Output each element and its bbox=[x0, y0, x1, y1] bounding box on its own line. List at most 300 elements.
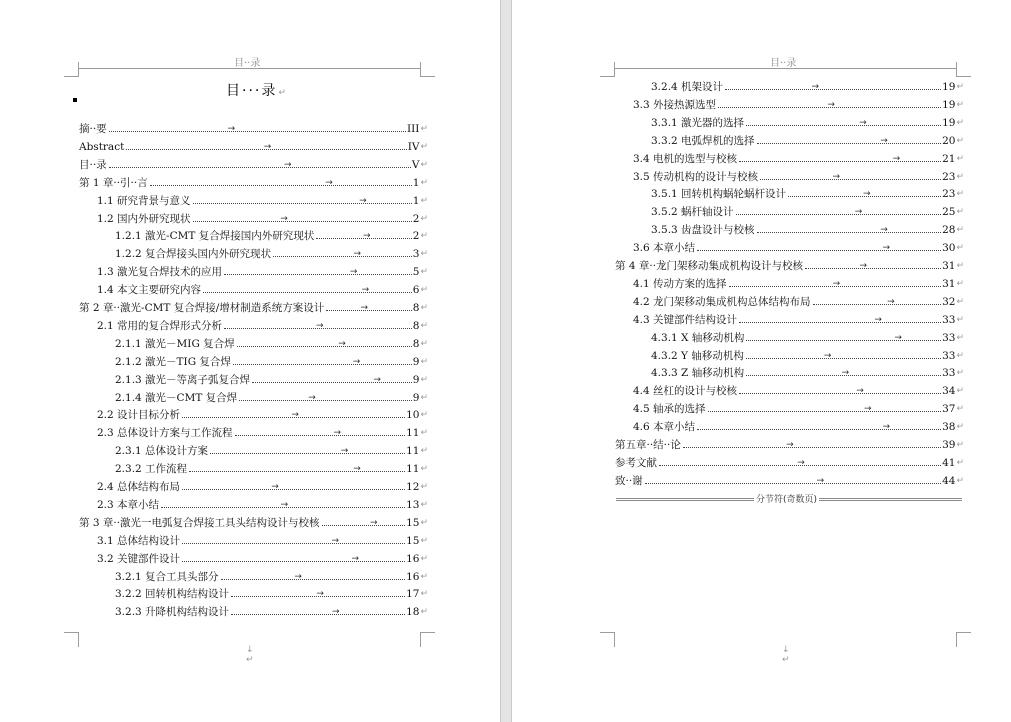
toc-entry[interactable] bbox=[97, 192, 428, 208]
tab-mark: → bbox=[373, 374, 381, 385]
tab-mark: → bbox=[864, 404, 872, 415]
paragraph-mark: ↵ bbox=[956, 296, 964, 307]
paragraph-mark: ↵ bbox=[420, 392, 428, 403]
toc-leader-dots bbox=[233, 356, 412, 367]
page-gap bbox=[500, 0, 512, 722]
paragraph-mark: ↵ bbox=[420, 141, 428, 152]
toc-leader-dots bbox=[273, 249, 412, 260]
toc-entry-page: 30 bbox=[942, 242, 956, 255]
toc-entry-title: 2.2 设计目标分析 bbox=[97, 409, 181, 422]
tab-mark: → bbox=[797, 457, 805, 468]
toc-leader-dots bbox=[150, 177, 412, 188]
toc-entry[interactable] bbox=[97, 532, 428, 548]
tab-mark: → bbox=[283, 159, 292, 170]
toc-entry[interactable] bbox=[79, 138, 428, 154]
paragraph-mark: ↵ bbox=[420, 303, 428, 313]
toc-leader-dots bbox=[239, 392, 412, 403]
toc-entry-page: 33 bbox=[942, 349, 956, 362]
tab-mark: → bbox=[280, 499, 289, 510]
toc-entry-page: 34 bbox=[942, 385, 956, 398]
toc-entry[interactable] bbox=[79, 514, 428, 530]
tab-mark: → bbox=[227, 124, 236, 134]
toc-entry-page: 8 bbox=[412, 337, 420, 350]
toc-entry-page: 10 bbox=[406, 409, 420, 422]
section-break bbox=[616, 493, 962, 505]
toc-entry-title: 1.2 国内外研究现状 bbox=[97, 212, 191, 225]
toc-entry-page: 6 bbox=[412, 284, 420, 297]
tab-mark: → bbox=[363, 231, 371, 242]
tab-mark: → bbox=[811, 82, 820, 92]
toc-entry[interactable] bbox=[115, 227, 428, 243]
toc-entry-page: 19 bbox=[942, 98, 956, 111]
toc-entry[interactable] bbox=[651, 347, 964, 363]
toc-entry-page: 13 bbox=[406, 498, 420, 511]
toc-entry[interactable] bbox=[115, 568, 428, 584]
toc-entry[interactable] bbox=[97, 263, 428, 279]
toc-leader-dots bbox=[760, 171, 941, 182]
toc-entry[interactable] bbox=[633, 418, 964, 434]
toc-entry[interactable] bbox=[97, 478, 428, 494]
toc-entry-title: 3.5.2 蜗杆轴设计 bbox=[651, 206, 734, 219]
toc-entry[interactable] bbox=[115, 442, 428, 458]
toc-entry[interactable] bbox=[651, 132, 964, 148]
toc-entry-title: 4.6 本章小结 bbox=[633, 421, 696, 434]
toc-entry-title: 3.3.1 激光器的选择 bbox=[651, 116, 745, 129]
tab-mark: → bbox=[863, 189, 871, 200]
paragraph-mark: ↵ bbox=[956, 99, 964, 110]
paragraph-mark: ↵ bbox=[420, 482, 428, 492]
tab-mark: → bbox=[827, 99, 835, 110]
toc-entry-page: 5 bbox=[412, 266, 420, 279]
toc-entry[interactable] bbox=[115, 603, 428, 619]
tab-mark: → bbox=[325, 177, 333, 188]
toc-entry-title: 4.1 传动方案的选择 bbox=[633, 277, 727, 290]
crop-mark-bottom-left bbox=[600, 632, 615, 647]
paragraph-mark: ↵ bbox=[956, 225, 964, 236]
toc-entry[interactable] bbox=[651, 364, 964, 380]
toc-leader-dots bbox=[193, 213, 412, 224]
toc-entry-title: 2.3 总体设计方案与工作流程 bbox=[97, 427, 233, 440]
toc-entry[interactable] bbox=[615, 257, 964, 273]
toc-entry[interactable] bbox=[615, 454, 964, 470]
toc-leader-dots bbox=[697, 243, 941, 254]
toc-entry-page: 19 bbox=[942, 81, 956, 93]
toc-leader-dots bbox=[746, 350, 941, 361]
paragraph-mark: ↵ bbox=[956, 314, 964, 325]
toc-entry[interactable] bbox=[115, 335, 428, 351]
toc-leader-dots bbox=[746, 332, 941, 343]
toc-entry-page: 9 bbox=[412, 373, 420, 386]
tab-mark: → bbox=[263, 141, 272, 152]
toc-leader-dots bbox=[109, 124, 406, 134]
toc-entry-title: 3.5.3 齿盘设计与校核 bbox=[651, 224, 755, 237]
toc-entry-title: 3.3 外接热源选型 bbox=[633, 98, 717, 111]
toc-entry[interactable] bbox=[97, 550, 428, 566]
paragraph-mark: ↵ bbox=[420, 410, 428, 421]
paragraph-mark: ↵ bbox=[956, 404, 964, 415]
toc-entry-page: 32 bbox=[942, 295, 956, 308]
toc-leader-dots bbox=[739, 153, 941, 164]
toc-entry-title: 4.2 龙门架移动集成机构总体结构布局 bbox=[633, 295, 811, 308]
tab-mark: → bbox=[832, 278, 841, 289]
toc-entry[interactable] bbox=[651, 78, 964, 94]
toc-leader-dots bbox=[683, 440, 941, 450]
toc-title: 目···录↵ bbox=[226, 83, 288, 99]
toc-entry-title: 第 1 章··引··言 bbox=[79, 176, 148, 189]
tab-mark: → bbox=[859, 261, 867, 271]
tab-mark: → bbox=[340, 446, 349, 457]
toc-entry[interactable] bbox=[115, 245, 428, 261]
toc-leader-dots bbox=[161, 499, 405, 510]
crop-mark-bottom-right bbox=[420, 632, 435, 647]
toc-entry-title: 2.1 常用的复合焊形式分析 bbox=[97, 319, 223, 332]
toc-entry-page: 31 bbox=[942, 277, 956, 290]
paragraph-mark: ↵ bbox=[420, 374, 428, 385]
toc-entry-title: Abstract bbox=[79, 140, 125, 153]
toc-entry-title: 摘··要 bbox=[79, 123, 107, 135]
toc-entry-title: 4.3 关键部件结构设计 bbox=[633, 313, 738, 326]
toc-entry-title: 2.1.3 激光－等离子弧复合焊 bbox=[115, 373, 251, 386]
paragraph-mark: ↵ bbox=[420, 338, 428, 349]
toc-leader-dots bbox=[182, 535, 405, 546]
toc-entry[interactable] bbox=[651, 203, 964, 219]
toc-leader-dots bbox=[708, 404, 942, 415]
toc-entry-page: 11 bbox=[406, 427, 420, 440]
toc-leader-dots bbox=[757, 135, 942, 146]
tab-mark: → bbox=[349, 267, 358, 278]
paragraph-mark: ↵ bbox=[420, 571, 428, 582]
toc-leader-dots bbox=[224, 267, 412, 278]
toc-entry-title: 3.5.1 回转机构蜗轮蜗杆设计 bbox=[651, 188, 787, 201]
toc-entry[interactable] bbox=[115, 585, 428, 601]
crop-mark-bottom-right bbox=[956, 632, 971, 647]
toc-entry-page: 1 bbox=[412, 176, 420, 189]
toc-entry[interactable] bbox=[651, 185, 964, 201]
toc-entry[interactable] bbox=[115, 389, 428, 405]
toc-entry-title: 第 3 章··激光一电弧复合焊接工具头结构设计与校核 bbox=[79, 516, 320, 529]
paragraph-mark: ↵ bbox=[956, 207, 964, 218]
bullet-mark bbox=[73, 98, 77, 102]
toc-leader-dots bbox=[322, 517, 406, 528]
toc-entry-page: 33 bbox=[942, 367, 956, 380]
toc-entry[interactable] bbox=[633, 168, 964, 184]
toc-entry-title: 3.2.2 回转机构结构设计 bbox=[115, 588, 230, 601]
header-line bbox=[614, 68, 956, 69]
tab-mark: → bbox=[331, 535, 340, 546]
tab-mark: → bbox=[353, 464, 361, 475]
toc-entry-title: 目··录 bbox=[79, 158, 107, 171]
toc-leader-dots bbox=[193, 195, 412, 206]
toc-entry-title: 4.5 轴承的选择 bbox=[633, 403, 706, 416]
toc-leader-dots bbox=[221, 571, 406, 582]
toc-entry-page: 28 bbox=[942, 224, 956, 237]
paragraph-mark: ↵ bbox=[420, 159, 428, 170]
toc-leader-dots bbox=[231, 589, 405, 600]
tab-mark: → bbox=[887, 296, 895, 307]
paragraph-mark: ↵ bbox=[956, 475, 964, 486]
header-text: 目··录 bbox=[770, 58, 797, 69]
toc-entry-page: 18 bbox=[406, 606, 420, 619]
toc-entry[interactable] bbox=[633, 239, 964, 255]
paragraph-mark: ↵ bbox=[956, 153, 964, 164]
toc-entry-page: 31 bbox=[942, 260, 956, 272]
paragraph-mark: ↵ bbox=[420, 446, 428, 457]
toc-entry-page: 8 bbox=[412, 302, 420, 314]
toc-entry[interactable] bbox=[651, 114, 964, 130]
toc-entry-page: 2 bbox=[412, 212, 420, 225]
paragraph-mark: ↵ bbox=[420, 267, 428, 278]
tab-mark: → bbox=[880, 135, 888, 146]
toc-leader-dots bbox=[109, 159, 411, 170]
paragraph-mark: ↵ bbox=[956, 422, 964, 433]
tab-mark: → bbox=[854, 207, 863, 218]
toc-entry-title: 2.1.4 激光－CMT 复合焊 bbox=[115, 391, 238, 404]
paragraph-mark: ↵ bbox=[420, 464, 428, 475]
tab-mark: → bbox=[353, 249, 362, 260]
toc-entry[interactable] bbox=[97, 281, 428, 297]
tab-mark: → bbox=[841, 368, 850, 379]
toc-entry[interactable] bbox=[79, 174, 428, 190]
tab-mark: → bbox=[359, 195, 367, 206]
toc-entry-title: 3.2.1 复合工具头部分 bbox=[115, 570, 219, 583]
tab-mark: → bbox=[352, 356, 361, 367]
paragraph-mark: ↵ bbox=[420, 517, 428, 528]
toc-entry[interactable] bbox=[97, 210, 428, 226]
toc-entry-title: 4.3.1 X 轴移动机构 bbox=[651, 331, 745, 344]
toc-leader-dots bbox=[645, 475, 941, 486]
toc-entry-title: 1.3 激光复合焊技术的应用 bbox=[97, 266, 223, 279]
toc-entry-title: 3.6 本章小结 bbox=[633, 242, 696, 255]
toc-entry-title: 3.5 传动机构的设计与校核 bbox=[633, 170, 759, 183]
paragraph-mark: ↵ bbox=[420, 320, 428, 331]
toc-entry-page: 17 bbox=[406, 588, 420, 601]
paragraph-mark: ↵ bbox=[420, 499, 428, 510]
tab-mark: → bbox=[856, 386, 864, 397]
paragraph-mark: ↵ bbox=[420, 428, 428, 439]
toc-entry-title: 1.2.2 复合焊接头国内外研究现状 bbox=[115, 248, 272, 261]
toc-entry[interactable] bbox=[79, 156, 428, 172]
toc-entry[interactable] bbox=[97, 496, 428, 512]
toc-entry-page: 16 bbox=[406, 552, 420, 565]
tab-mark: → bbox=[280, 213, 288, 224]
toc-entry[interactable] bbox=[97, 406, 428, 422]
crop-mark-top-right bbox=[956, 62, 971, 77]
tab-mark: → bbox=[880, 225, 888, 236]
tab-mark: → bbox=[351, 553, 360, 564]
toc-leader-dots bbox=[739, 386, 941, 397]
toc-leader-dots bbox=[182, 410, 405, 421]
toc-entry-title: 4.3.2 Y 轴移动机构 bbox=[651, 349, 744, 362]
toc-entry[interactable] bbox=[633, 150, 964, 166]
toc-entry[interactable] bbox=[651, 221, 964, 237]
tab-mark: → bbox=[271, 482, 279, 492]
toc-entry-page: V bbox=[411, 158, 420, 171]
tab-mark: → bbox=[816, 475, 825, 486]
tab-mark: → bbox=[360, 303, 368, 313]
tab-mark: → bbox=[369, 517, 378, 528]
toc-leader-dots bbox=[126, 141, 406, 152]
toc-entry-page: 20 bbox=[942, 134, 956, 147]
toc-entry-page: 11 bbox=[406, 463, 420, 476]
toc-entry[interactable] bbox=[615, 472, 964, 488]
toc-entry-title: 2.3 本章小结 bbox=[97, 498, 160, 511]
toc-entry-page: 23 bbox=[942, 170, 956, 183]
paragraph-mark: ↵ bbox=[420, 124, 428, 134]
toc-entry-page: 44 bbox=[942, 474, 956, 487]
footer-marks: ↓ ↵ bbox=[246, 645, 254, 665]
document-page-left bbox=[0, 0, 500, 722]
toc-entry-page: 33 bbox=[942, 331, 956, 344]
crop-mark-top-left bbox=[600, 62, 615, 77]
paragraph-mark: ↵ bbox=[956, 117, 964, 128]
paragraph-mark: ↵ bbox=[420, 213, 428, 224]
toc-entry[interactable] bbox=[115, 460, 428, 476]
toc-entry-title: 3.2 关键部件设计 bbox=[97, 552, 181, 565]
toc-entry-page: 8 bbox=[412, 319, 420, 332]
toc-entry-title: 1.2.1 激光-CMT 复合焊接国内外研究现状 bbox=[115, 230, 315, 243]
tab-mark: → bbox=[294, 571, 302, 582]
toc-leader-dots bbox=[729, 278, 942, 289]
section-break-label: 分节符(奇数页) bbox=[754, 492, 819, 505]
paragraph-mark: ↵ bbox=[420, 553, 428, 564]
tab-mark: → bbox=[361, 285, 370, 296]
toc-entry[interactable] bbox=[633, 382, 964, 398]
document-page-right bbox=[512, 0, 1011, 722]
toc-entry[interactable] bbox=[79, 299, 428, 315]
toc-entry[interactable] bbox=[115, 371, 428, 387]
toc-entry[interactable] bbox=[79, 120, 428, 136]
toc-entry-title: 3.4 电机的选型与校核 bbox=[633, 152, 738, 165]
toc-leader-dots bbox=[316, 231, 412, 242]
toc-entry-page: 11 bbox=[406, 445, 420, 458]
tab-mark: → bbox=[316, 589, 324, 600]
toc-entry-page: 2 bbox=[412, 230, 420, 243]
toc-entry-title: 致··谢 bbox=[615, 474, 643, 487]
toc-entry-page: 9 bbox=[412, 355, 420, 368]
paragraph-mark: ↵ bbox=[956, 368, 964, 379]
toc-leader-dots bbox=[725, 82, 941, 92]
paragraph-mark: ↵ bbox=[956, 386, 964, 397]
toc-entry-page: 19 bbox=[942, 116, 956, 129]
toc-leader-dots bbox=[757, 225, 942, 236]
paragraph-mark: ↵ bbox=[420, 249, 428, 260]
toc-leader-dots bbox=[237, 338, 412, 349]
toc-entry-title: 第五章··结··论 bbox=[615, 439, 681, 451]
paragraph-mark: ↵ bbox=[420, 535, 428, 546]
toc-leader-dots bbox=[788, 189, 941, 200]
toc-entry-page: 25 bbox=[942, 206, 956, 219]
toc-leader-dots bbox=[326, 303, 412, 313]
paragraph-mark: ↵ bbox=[956, 82, 964, 92]
paragraph-mark: ↵ bbox=[956, 261, 964, 271]
toc-leader-dots bbox=[736, 207, 942, 218]
toc-entry-page: 15 bbox=[406, 534, 420, 547]
toc-leader-dots bbox=[813, 296, 942, 307]
toc-entry[interactable] bbox=[97, 424, 428, 440]
toc-entry-title: 3.1 总体结构设计 bbox=[97, 534, 181, 547]
header-line bbox=[78, 68, 420, 69]
toc-leader-dots bbox=[231, 607, 405, 618]
paragraph-mark: ↵ bbox=[956, 243, 964, 254]
toc-leader-dots bbox=[224, 320, 412, 331]
toc-entry-title: 2.1.2 激光－TIG 复合焊 bbox=[115, 355, 231, 368]
toc-entry-title: 4.3.3 Z 轴移动机构 bbox=[651, 367, 745, 380]
toc-entry-page: 39 bbox=[942, 439, 956, 451]
toc-leader-dots bbox=[182, 482, 405, 492]
toc-leader-dots bbox=[746, 117, 941, 128]
paragraph-mark: ↵ bbox=[420, 285, 428, 296]
toc-entry-title: 2.4 总体结构布局 bbox=[97, 481, 181, 493]
toc-entry-page: 33 bbox=[942, 313, 956, 326]
toc-leader-dots bbox=[746, 368, 941, 379]
paragraph-mark: ↵ bbox=[956, 135, 964, 146]
toc-entry-title: 1.4 本文主要研究内容 bbox=[97, 284, 202, 297]
footer-marks: ↓ ↵ bbox=[782, 645, 790, 665]
toc-leader-dots bbox=[210, 446, 405, 457]
paragraph-mark: ↵ bbox=[956, 189, 964, 200]
toc-entry-page: IV bbox=[407, 140, 420, 153]
toc-entry[interactable] bbox=[633, 96, 964, 112]
paragraph-mark: ↵ bbox=[956, 171, 964, 182]
toc-entry-page: 12 bbox=[406, 481, 420, 493]
toc-entry-title: 1.1 研究背景与意义 bbox=[97, 194, 191, 207]
toc-entry[interactable] bbox=[633, 293, 964, 309]
paragraph-mark: ↵ bbox=[420, 356, 428, 367]
toc-entry[interactable] bbox=[633, 311, 964, 327]
tab-mark: → bbox=[333, 428, 341, 439]
toc-entry[interactable] bbox=[615, 436, 964, 452]
tab-mark: → bbox=[308, 392, 316, 403]
tab-mark: → bbox=[874, 314, 882, 325]
toc-entry[interactable] bbox=[115, 353, 428, 369]
toc-entry-title: 3.2.3 升降机构结构设计 bbox=[115, 606, 230, 619]
toc-entry-page: 21 bbox=[942, 152, 956, 165]
toc-entry-title: 第 4 章··龙门架移动集成机构设计与校核 bbox=[615, 260, 804, 272]
paragraph-mark: ↵ bbox=[420, 607, 428, 618]
paragraph-mark: ↵ bbox=[956, 457, 964, 468]
toc-entry[interactable] bbox=[97, 317, 428, 333]
toc-entry-page: 3 bbox=[412, 248, 420, 261]
paragraph-mark: ↵ bbox=[956, 332, 964, 343]
paragraph-mark: ↵ bbox=[420, 589, 428, 600]
toc-leader-dots bbox=[718, 99, 941, 110]
toc-entry-page: 41 bbox=[942, 456, 956, 469]
toc-entry-page: 38 bbox=[942, 421, 956, 434]
toc-entry-page: III bbox=[407, 123, 420, 135]
toc-entry[interactable] bbox=[651, 329, 964, 345]
toc-entry-page: 1 bbox=[412, 194, 420, 207]
tab-mark: → bbox=[859, 117, 867, 128]
toc-leader-dots bbox=[235, 428, 406, 439]
toc-entry-title: 2.3.2 工作流程 bbox=[115, 463, 188, 476]
toc-entry[interactable] bbox=[633, 400, 964, 416]
paragraph-mark: ↵ bbox=[956, 440, 964, 450]
toc-leader-dots bbox=[203, 285, 412, 296]
tab-mark: → bbox=[882, 422, 891, 433]
toc-entry-page: 16 bbox=[406, 570, 420, 583]
crop-mark-top-left bbox=[64, 62, 79, 77]
toc-entry-title: 3.2.4 机架设计 bbox=[651, 81, 724, 93]
toc-entry[interactable] bbox=[633, 275, 964, 291]
toc-entry-title: 3.3.2 电弧焊机的选择 bbox=[651, 134, 755, 147]
toc-leader-dots bbox=[252, 374, 412, 385]
toc-entry-title: 2.3.1 总体设计方案 bbox=[115, 445, 209, 458]
toc-entry-page: 9 bbox=[412, 391, 420, 404]
paragraph-mark: ↵ bbox=[420, 177, 428, 188]
crop-mark-bottom-left bbox=[64, 632, 79, 647]
paragraph-mark: ↵ bbox=[420, 231, 428, 242]
toc-entry-title: 参考文献 bbox=[615, 456, 657, 469]
